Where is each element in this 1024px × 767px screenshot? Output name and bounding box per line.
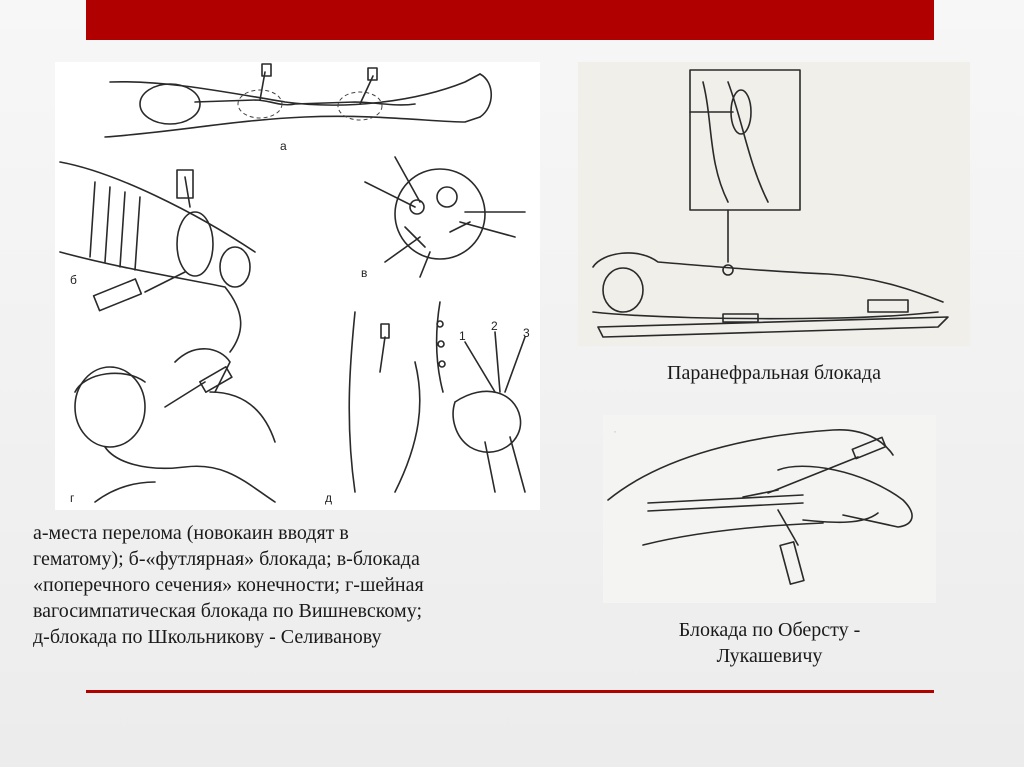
oberst-caption-line: Блокада по Оберсту -	[678, 619, 861, 641]
oberst-drawing	[603, 415, 936, 603]
paranephral-caption: Паранефральная блокада	[667, 362, 881, 384]
oberst-blockade-figure	[603, 415, 936, 603]
label-b: б	[70, 273, 77, 287]
caption-line: гематому); б-«футлярная» блокада; в-блокада	[33, 548, 420, 570]
label-d: д	[325, 491, 333, 505]
blockade-diagrams-figure	[55, 62, 540, 510]
label-3: 3	[523, 326, 530, 340]
diagram-v-cross-section	[361, 157, 525, 280]
title-accent-bar	[86, 0, 934, 40]
oberst-caption	[603, 617, 936, 669]
paranephral-drawing	[578, 62, 970, 346]
diagram-d-pelvis	[325, 302, 530, 505]
blockade-diagrams-drawing	[55, 62, 540, 510]
blockade-caption	[33, 520, 553, 650]
label-1: 1	[459, 329, 466, 343]
diagram-g-neck	[70, 349, 275, 505]
caption-line: д-блокада по Школьникову - Селиванову	[33, 626, 382, 648]
caption-line: «поперечного сечения» конечности; г-шейная	[33, 574, 424, 596]
label-g: г	[70, 491, 75, 505]
caption-line: вагосимпатическая блокада по Вишневскому;	[33, 600, 423, 622]
label-v: в	[361, 266, 368, 280]
paranephral-blockade-figure	[578, 62, 970, 346]
label-a: а	[280, 139, 287, 153]
caption-line: а-места перелома (новокаин вводят в	[33, 522, 349, 544]
svg-text:·: ·	[613, 424, 617, 438]
label-2: 2	[491, 319, 498, 333]
diagram-b-arm	[60, 162, 255, 352]
oberst-caption-line: Лукашевичу	[716, 645, 823, 667]
diagram-a-leg	[105, 64, 491, 153]
footer-accent-line	[86, 690, 934, 693]
